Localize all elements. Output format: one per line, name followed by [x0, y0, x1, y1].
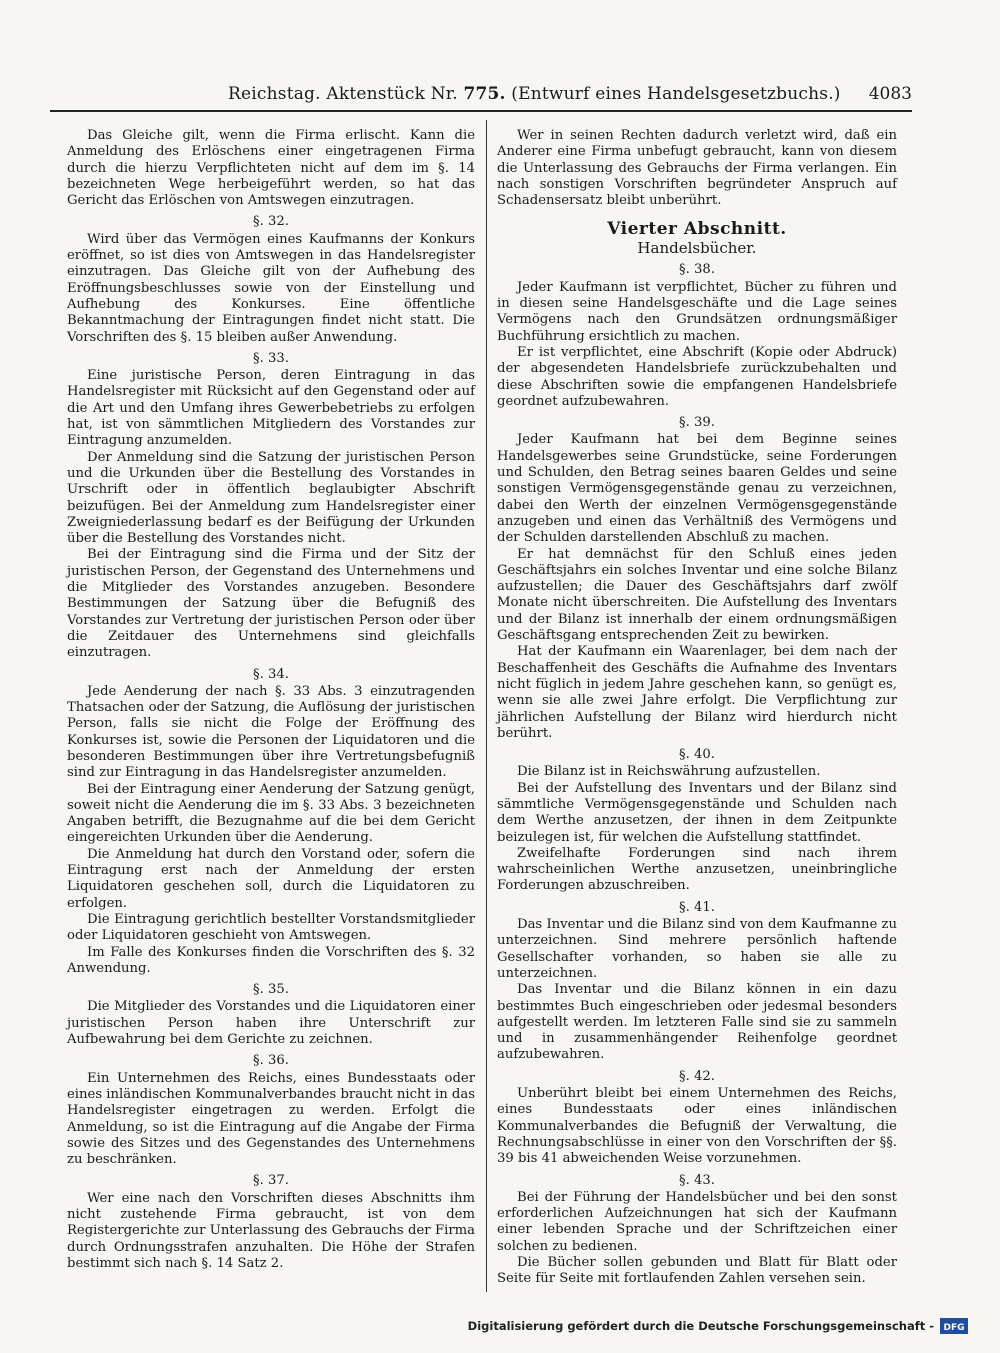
- section-heading: §. 39.: [679, 415, 715, 431]
- section-heading: §. 42.: [679, 1068, 715, 1084]
- paragraph: Er hat demnächst für den Schluß eines jeden Geschäftsjahrs ein solches Inventar und eine solche Bilanz aufzustellen; die Dauer des Geschäftsjahrs darf zwölf Monate nicht überschreiten. Die Aufstellung des Inventars und der Bilanz ist innerhalb der einem ordnungsmäßigen Geschäftsgang entsprechenden Zeit zu bewirken.: [497, 546, 897, 644]
- paragraph: Ein Unternehmen des Reichs, eines Bundesstaats oder eines inländischen Kommunalverbandes braucht nicht in das Handelsregister eingetragen zu werden. Erfolgt die Anmeldung, so ist die Eintragung auf die Angabe der Firma sowie des Sitzes und des Gegenstandes des Unternehmens zu beschränken.: [67, 1070, 475, 1168]
- paragraph: Bei der Aufstellung des Inventars und der Bilanz sind sämmtliche Vermögensgegenstände und Schulden nach dem Werthe anzusetzen, der ihnen in dem Zeitpunkte beizulegen ist, für welchen die Aufstellung stattfindet.: [497, 780, 897, 845]
- right-column: [497, 128, 897, 1288]
- column-divider: [486, 120, 487, 1292]
- paragraph: Die Eintragung gerichtlich bestellter Vorstandsmitglieder oder Liquidatoren geschieht von Amtswegen.: [67, 911, 475, 944]
- running-title: [228, 84, 841, 104]
- paragraph: Die Bücher sollen gebunden und Blatt für Blatt oder Seite für Seite mit fortlaufenden Zahlen versehen sein.: [497, 1255, 897, 1287]
- paragraph: Unberührt bleibt bei einem Unternehmen des Reichs, eines Bundesstaats oder eines inländischen Kommunalverbandes die Befugniß der Verwaltung, die Rechnungsabschlüsse in einer von den Vorschriften der §§. 39 bis 41 abweichenden Weise vorzunehmen.: [497, 1086, 897, 1167]
- paragraph: Zweifelhafte Forderungen sind nach ihrem wahrscheinlichen Werthe anzusetzen, uneinbringliche Forderungen abzuschreiben.: [497, 845, 897, 894]
- dfg-logo-icon: [940, 1318, 968, 1334]
- section-heading: §. 43.: [679, 1172, 715, 1188]
- paragraph: Das Gleiche gilt, wenn die Firma erlischt. Kann die Anmeldung des Erlöschens einer eingetragenen Firma durch die hierzu Verpflichteten nicht auf dem im §. 14 bezeichneten Wege herbeigeführt werden, so hat das Gericht das Erlöschen von Amtswegen einzutragen.: [67, 128, 475, 209]
- section-heading: §. 34.: [253, 666, 289, 682]
- paragraph: Der Anmeldung sind die Satzung der juristischen Person und die Urkunden über die Bestellung des Vorstandes in Urschrift oder in öffentlich beglaubigter Abschrift beizufügen. Bei der Anmeldung zum Handelsregister einer Zweigniederlassung bedarf es der Beifügung der Urkunden über die Bestellung des Vorstandes nicht.: [67, 449, 475, 547]
- left-column: [67, 128, 475, 1272]
- credit-text: Digitalisierung gefördert durch die Deutsche Forschungsgemeinschaft -: [467, 1319, 934, 1333]
- paragraph: Er ist verpflichtet, eine Abschrift (Kopie oder Abdruck) der abgesendeten Handelsbriefe zurückzubehalten und diese Abschriften sowie die empfangenen Handelsbriefe geordnet aufzubewahren.: [497, 344, 897, 409]
- section-heading: §. 37.: [253, 1173, 289, 1189]
- page-number: 4083: [868, 84, 912, 104]
- paragraph: Wer eine nach den Vorschriften dieses Abschnitts ihm nicht zustehende Firma gebraucht, ist von dem Registergerichte zur Unterlassung des Gebrauchs der Firma durch Ordnungsstrafen anzuhalten. Die Höhe der Strafen bestimmt sich nach §. 14 Satz 2.: [67, 1190, 475, 1271]
- paragraph: Die Anmeldung hat durch den Vorstand oder, sofern die Eintragung erst nach der Anmeldung der ersten Liquidatoren geschehen soll, durch die Liquidatoren zu erfolgen.: [67, 846, 475, 911]
- section-heading: §. 32.: [253, 214, 289, 230]
- paragraph: Jede Aenderung der nach §. 33 Abs. 3 einzutragenden Thatsachen oder der Satzung, die Auflösung der juristischen Person, falls sie nicht die Folge der Eröffnung des Konkurses ist, sowie die Personen der Liquidatoren und die besonderen Bestimmungen über ihre Vertretungsbefugniß sind zur Eintragung in das Handelsregister anzumelden.: [67, 683, 475, 781]
- paragraph: Jeder Kaufmann ist verpflichtet, Bücher zu führen und in diesen seine Handelsgeschäfte und die Lage seines Vermögens nach den Grundsätzen ordnungsmäßiger Buchführung ersichtlich zu machen.: [497, 279, 897, 344]
- section-heading: §. 38.: [679, 262, 715, 278]
- chapter-heading: Vierter Abschnitt.: [607, 219, 787, 240]
- dfg-logo-text: DFG: [943, 1323, 965, 1333]
- running-title-suffix: (Entwurf eines Handelsgesetzbuchs.): [505, 84, 841, 104]
- paragraph: Jeder Kaufmann hat bei dem Beginne seines Handelsgewerbes seine Grundstücke, seine Forderungen und Schulden, den Betrag seines baaren Geldes und seine sonstigen Vermögensgegenstände genau zu verzeichnen, dabei den Werth der einzelnen Vermögensgegenstände anzugeben und einen das Verhältniß des Vermögens und der Schulden darstellenden Abschluß zu machen.: [497, 432, 897, 546]
- paragraph: Die Mitglieder des Vorstandes und die Liquidatoren einer juristischen Person haben ihre Unterschrift zur Aufbewahrung bei dem Gerichte zu zeichnen.: [67, 999, 475, 1048]
- section-heading: §. 41.: [679, 899, 715, 915]
- section-heading: §. 40.: [679, 747, 715, 763]
- paragraph: Eine juristische Person, deren Eintragung in das Handelsregister mit Rücksicht auf den Gegenstand oder auf die Art und den Umfang ihres Gewerbebetriebs zu erfolgen hat, ist von sämmtlichen Mitgliedern des Vorstandes zur Eintragung anzumelden.: [67, 368, 475, 449]
- section-heading: §. 35.: [253, 982, 289, 998]
- running-header: [50, 80, 912, 112]
- paragraph: Wer in seinen Rechten dadurch verletzt wird, daß ein Anderer eine Firma unbefugt gebraucht, kann von diesem die Unterlassung des Gebrauchs der Firma verlangen. Ein nach sonstigen Vorschriften begründeter Anspruch auf Schadensersatz bleibt unberührt.: [497, 128, 897, 209]
- paragraph: Im Falle des Konkurses finden die Vorschriften des §. 32 Anwendung.: [67, 944, 475, 976]
- chapter-title: Handelsbücher.: [637, 239, 757, 258]
- paragraph: Bei der Eintragung sind die Firma und der Sitz der juristischen Person, der Gegenstand des Unternehmens und die Mitglieder des Vorstandes anzugeben. Besondere Bestimmungen der Satzung über die Befugniß des Vorstandes zur Vertretung der juristischen Person oder über die Zeitdauer des Unternehmens sind gleichfalls einzutragen.: [67, 547, 475, 661]
- paragraph: Das Inventar und die Bilanz sind von dem Kaufmanne zu unterzeichnen. Sind mehrere persönlich haftende Gesellschafter vorhanden, so haben sie alle zu unterzeichnen.: [497, 917, 897, 981]
- paragraph: Die Bilanz ist in Reichswährung aufzustellen.: [517, 764, 821, 780]
- running-title-prefix: Reichstag. Aktenstück Nr.: [228, 84, 464, 104]
- paragraph: Das Inventar und die Bilanz können in ein dazu bestimmtes Buch eingeschrieben oder jedesmal besonders aufgestellt werden. Im letzteren Falle sind sie zu sammeln und in zusammenhängender Reihenfolge geordnet aufzubewahren.: [497, 982, 897, 1063]
- section-heading: §. 36.: [253, 1053, 289, 1069]
- paragraph: Wird über das Vermögen eines Kaufmanns der Konkurs eröffnet, so ist dies von Amtswegen in das Handelsregister einzutragen. Das Gleiche gilt von der Aufhebung des Eröffnungsbeschlusses sowie von der Einstellung und Aufhebung des Konkurses. Eine öffentliche Bekanntmachung der Eintragungen findet nicht statt. Die Vorschriften des §. 15 bleiben außer Anwendung.: [67, 231, 475, 345]
- section-heading: §. 33.: [253, 350, 289, 366]
- document-number: 775.: [463, 84, 506, 104]
- digitization-credit: [468, 1316, 968, 1336]
- paragraph: Bei der Eintragung einer Aenderung der Satzung genügt, soweit nicht die Aenderung die im §. 33 Abs. 3 bezeichneten Angaben betrifft, die Bezugnahme auf die bei dem Gericht eingereichten Urkunden über die Aenderung.: [67, 781, 475, 846]
- paragraph: Hat der Kaufmann ein Waarenlager, bei dem nach der Beschaffenheit des Geschäfts die Aufnahme des Inventars nicht füglich in jedem Jahre geschehen kann, so genügt es, wenn sie alle zwei Jahre erfolgt. Die Verpflichtung zur jährlichen Aufstellung der Bilanz wird hierdurch nicht berührt.: [497, 644, 897, 741]
- paragraph: Bei der Führung der Handelsbücher und bei den sonst erforderlichen Aufzeichnungen hat sich der Kaufmann einer lebenden Sprache und der Schriftzeichen einer solchen zu bedienen.: [497, 1189, 897, 1254]
